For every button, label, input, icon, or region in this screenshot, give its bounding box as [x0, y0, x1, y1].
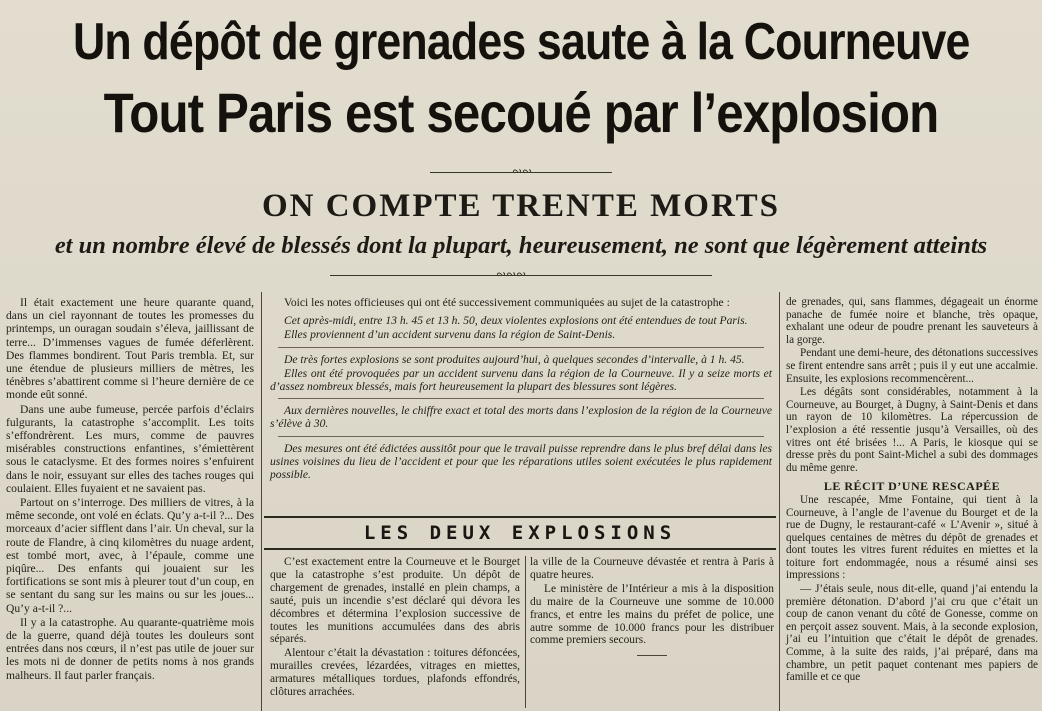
notes-intro: Voici les notes officieuses qui ont été successivement communiquées au sujet de la catastrophe : [284, 296, 730, 309]
col3-para-2: Pendant une demi-heure, des détonations successives se firent entendre sans arrêt ; puis il y eut une accalmie. Ensuite, les explosions recommencèrent... [786, 347, 1038, 385]
note-1-line-2: Elles proviennent d’un accident survenu dans la région de Saint-Denis. [284, 328, 616, 342]
headline-line-2: Tout Paris est secoué par l’explosion [103, 81, 939, 144]
col3-para-1: de grenades, qui, sans flammes, dégageait un énorme panache de fumée noire et blanche, très opaque, exhalant une odeur de poudre prenant les sauveteurs à la gorge. [786, 296, 1038, 346]
box-column-a [270, 556, 520, 700]
col1-para-3: Partout on s’interroge. Des milliers de vitres, à la même seconde, ont volé en éclats. Qu’y a-t-il ?... Des morceaux d’acier sifflent dans l’air. Un cheval, sur la route de Flandre, à cinq kilomètres du nuage ardent, est tombé mort, avec, à l’épaule, comme une piqûre... Des enfants qui jouaient sur les fortifications se sont mis à pleurer tout d’un coup, en se sentant du sang sur les mains ou sur les joues... Qu’y a-t-il ?... [6, 496, 254, 615]
note-1-line-1: Cet après-midi, entre 13 h. 45 et 13 h. 50, deux violentes explosions ont été entendues de tout Paris. [284, 314, 748, 328]
col3-subhead: LE RÉCIT D’UNE RESCAPÉE [823, 479, 1001, 494]
deck: et un nombre élevé de blessés dont la plupart, heureusement, ne sont que légèrement atteints [54, 232, 988, 259]
box-b-para-2: Le ministère de l’Intérieur a mis à la disposition du maire de la Courneuve une somme de 10.000 francs, et entre les mains du préfet de police, une autre somme de 10.000 francs pour les distribuer comme premiers secours. [530, 582, 774, 647]
note-3: Aux dernières nouvelles, le chiffre exact et total des morts dans l’explosion de la région de la Courneuve s’élève à 30. [270, 404, 772, 431]
note-4: Des mesures ont été édictées aussitôt pour que le travail puisse reprendre dans le plus bref délai dans les usines voisines du lieu de l’accident et pour que les réparations utiles soient exécutées le plus rapidement possible. [270, 441, 772, 482]
box-a-para-2: Alentour c’était la dévastation : toitures défoncées, murailles crevées, lézardées, vitrages en miettes, armatures métalliques tordues, plafonds effondrés, clôtures arrachées. [270, 647, 520, 699]
note-2-line-1: De très fortes explosions se sont produites aujourd’hui, à quelques secondes d’intervalle, à 1 h. 45. [284, 352, 745, 366]
box-column-rule [525, 556, 526, 708]
notes-separator [278, 347, 764, 348]
ornament-glyph-1: ∾∾ [512, 164, 533, 178]
col1-para-2: Dans une aube fumeuse, percée parfois d’éclairs fulgurants, la catastrophe s’accomplit. Les toits s’effondrèrent. Les murs, comme de pauvres misérables constructions enfantines, s’émiettèrent sous le cataclysme. Et des formes noires s’enfuirent dans le noir, essuyant sur elles des taches rouges qui coulaient. Elles fuyaient et ne savaient pas. [6, 402, 254, 495]
col3-para-5: — J’étais seule, nous dit-elle, quand j’ai entendu la première détonation. D’abord j’ai cru que c’était un coup de canon venant du côté de Gonesse, comme on en perçoit assez souvent. Mais, à la seconde explosion, j’ai eu l’intuition que c’était le dépôt de grenades. Comme, à la suite des raids, j’ai préparé, dans ma chambre, un petit paquet contenant mes papiers de famille et ce que [786, 583, 1038, 684]
col1-para-1: Il était exactement une heure quarante quand, dans un ciel rayonnant de toutes les promesses du printemps, un ouragan soudain s’éleva, jaillissant de terre... D’immenses vagues de fumée déferlèrent. Des flammes bondirent. Tout Paris trembla. Et, sur une étendue de plusieurs milliers de mètres, les ténèbres s’abattirent comme si l’heure dernière de ce monde eût sonné. [6, 296, 254, 402]
box-a-para-1: C’est exactement entre la Courneuve et le Bourget que la catastrophe s’est produite. Un dépôt de chargement de grenades, installé en plein champs, a sauté, puis un incendie s’est déclaré qui dévora les décombres et détermina l’explosion successive de toutes les munitions accumulées dans des abris séparés. [270, 556, 520, 646]
note-2-line-2: Elles ont été provoquées par un accident survenu dans la région de la Courneuve. Il y a seize morts et d’assez nombreux blessés, mais fort heureusement la plupart des blessures sont légères. [270, 366, 772, 394]
column-1 [6, 296, 254, 683]
col3-para-4: Une rescapée, Mme Fontaine, qui tient à la Courneuve, à l’angle de l’avenue du Bourget et de la rue de Dugny, le restaurant-café « L’Avenir », situé à quelques centaines de mètres du dépôt de grenades et dont toutes les vitres furent réduites en miettes et la toiture fort endommagée, nous a résumé ainsi ses impressions : [786, 493, 1038, 582]
box-title: LES DEUX EXPLOSIONS [264, 516, 776, 550]
box-column-b [530, 556, 774, 656]
col3-para-3: Les dégâts sont considérables, notamment à la Courneuve, au Bourget, à Dugny, à Saint-Denis et dans un rayon de 10 kilomètres. La répercussion de l’explosion a été ressentie jusqu’à Versailles, où des vitres ont été brisées !... A Paris, le kiosque qui se dresse près du pont Saint-Michel a subi des dommages du même genre. [786, 386, 1038, 474]
official-notes [270, 296, 772, 482]
column-rule-1 [261, 292, 262, 711]
subheadline: ON COMPTE TRENTE MORTS [261, 188, 781, 224]
notes-separator [278, 398, 764, 399]
headline-line-1: Un dépôt de grenades saute à la Courneuve [72, 13, 970, 71]
column-3 [786, 296, 1038, 685]
box-b-para-1: la ville de la Courneuve dévastée et rentra à Paris à quatre heures. [530, 556, 774, 581]
col1-para-4: Il y a la catastrophe. Au quarante-quatrième mois de la guerre, quand déjà toutes les douleurs sont entrées dans nos cœurs, il n’est pas utile de jouer sur les mots ni de donner de petits noms à nos grands malheurs. Il faut parler français. [6, 615, 254, 682]
box-end-rule [637, 655, 667, 656]
ornament-glyph-2: ∾∾∾ [496, 267, 527, 281]
column-rule-2 [779, 292, 780, 711]
notes-separator [278, 436, 764, 437]
